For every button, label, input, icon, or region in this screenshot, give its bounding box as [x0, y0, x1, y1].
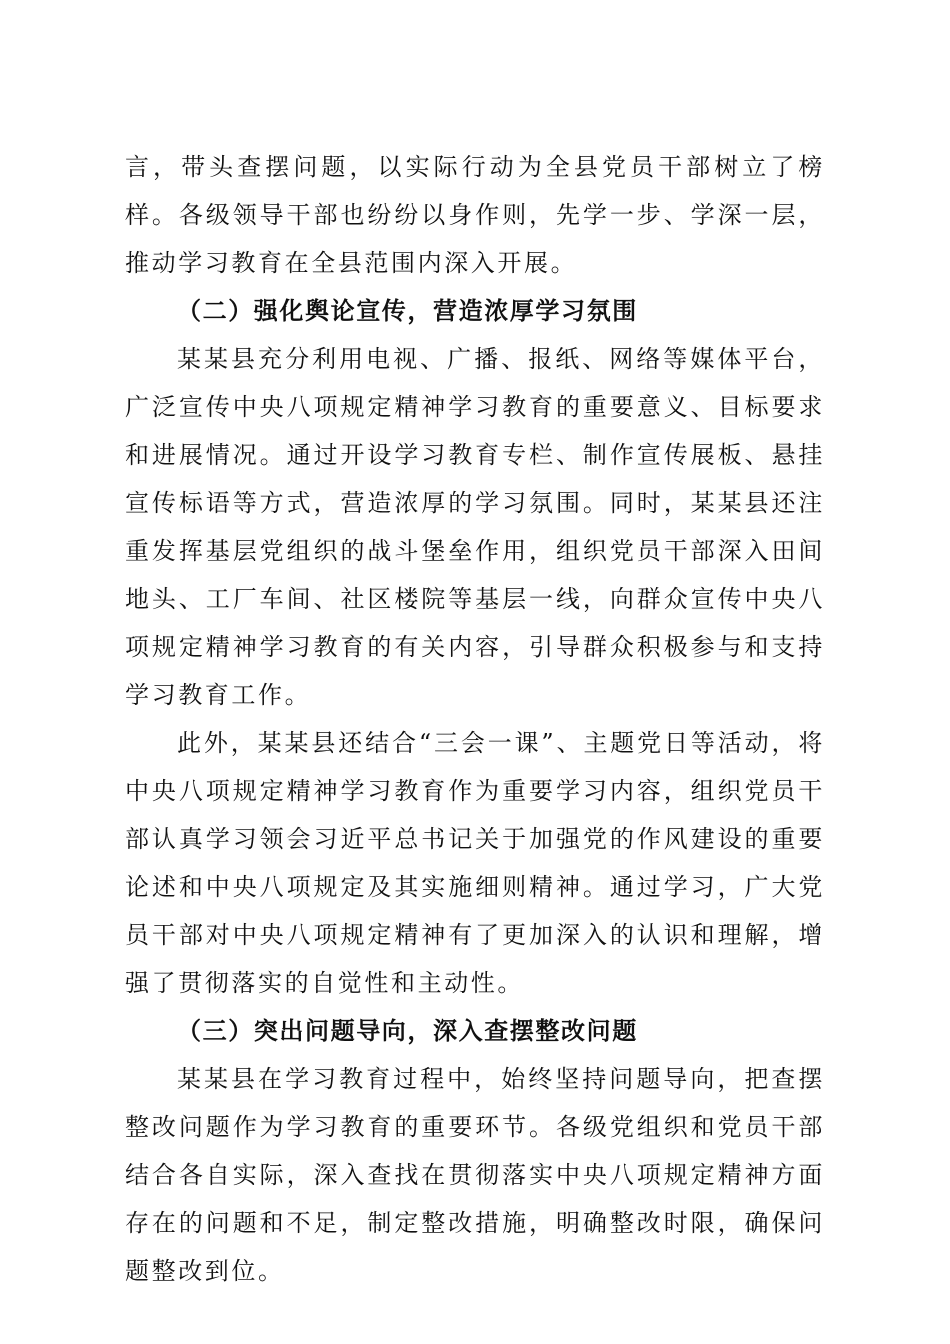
paragraph-problem-oriented: 某某县在学习教育过程中，始终坚持问题导向，把查摆整改问题作为学习教育的重要环节。各级党组织和党员干部结合各自实际，深入查找在贯彻落实中央八项规定精神方面存在的问题和不足，制定整改措施，明确整改时限，确保问题整改到位。	[125, 1065, 825, 1285]
paragraph-additional-study: 此外，某某县还结合“三会一课”、主题党日等活动，将中央八项规定精神学习教育作为重要学习内容，组织党员干部认真学习领会习近平总书记关于加强党的作风建设的重要论述和中央八项规定及其实施细则精神。通过学习，广大党员干部对中央八项规定精神有了更加深入的认识和理解，增强了贯彻落实的自觉性和主动性。	[125, 729, 825, 997]
paragraph-continuation: 言，带头查摆问题，以实际行动为全县党员干部树立了榜样。各级领导干部也纷纷以身作则，先学一步、学深一层，推动学习教育在全县范围内深入开展。	[125, 153, 825, 277]
section-heading-2: （二）强化舆论宣传，营造浓厚学习氛围	[177, 296, 638, 325]
section-heading-3: （三）突出问题导向，深入查摆整改问题	[177, 1016, 638, 1045]
paragraph-media-promotion: 某某县充分利用电视、广播、报纸、网络等媒体平台，广泛宣传中央八项规定精神学习教育的重要意义、目标要求和进展情况。通过开设学习教育专栏、制作宣传展板、悬挂宣传标语等方式，营造浓厚的学习氛围。同时，某某县还注重发挥基层党组织的战斗堡垒作用，组织党员干部深入田间地头、工厂车间、社区楼院等基层一线，向群众宣传中央八项规定精神学习教育的有关内容，引导群众积极参与和支持学习教育工作。	[125, 345, 825, 709]
document-body	[125, 143, 825, 1295]
